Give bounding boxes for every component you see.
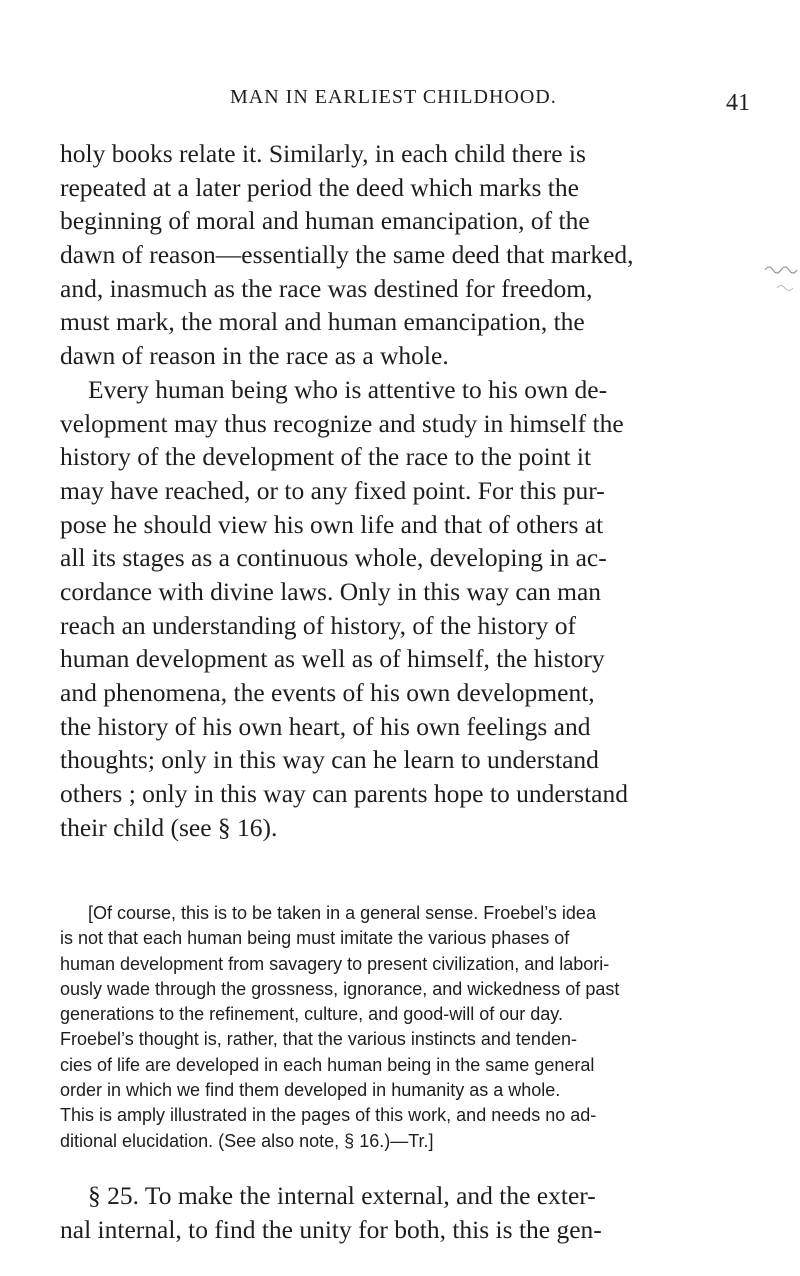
note-line: order in which we find them developed in humanity as a whole. bbox=[60, 1080, 561, 1101]
text-line: dawn of reason—essentially the same deed that marked, bbox=[60, 240, 634, 270]
note-line: cies of life are developed in each human being in the same general bbox=[60, 1054, 595, 1075]
text-line: others ; only in this way can parents hope to understand bbox=[60, 779, 628, 809]
text-line: history of the development of the race to the point it bbox=[60, 442, 592, 472]
note-line: Froebel’s thought is, rather, that the various instincts and tenden- bbox=[60, 1029, 577, 1050]
text-line: all its stages as a continuous whole, developing in ac- bbox=[60, 543, 607, 573]
note-line: ously wade through the grossness, ignorance, and wickedness of past bbox=[60, 978, 620, 999]
text-line: the history of his own heart, of his own feelings and bbox=[60, 711, 591, 741]
text-line: nal internal, to find the unity for both, this is the gen- bbox=[60, 1214, 602, 1244]
text-line: Every human being who is attentive to his own de- bbox=[88, 374, 608, 404]
translator-note bbox=[60, 901, 770, 1154]
text-line: velopment may thus recognize and study in himself the bbox=[60, 408, 624, 438]
text-line: may have reached, or to any fixed point. For this pur- bbox=[60, 475, 605, 505]
text-line: pose he should view his own life and that of others at bbox=[60, 509, 604, 539]
body-text bbox=[60, 137, 770, 844]
page-number: 41 bbox=[726, 90, 750, 116]
text-line: and phenomena, the events of his own development, bbox=[60, 678, 595, 707]
text-line: holy books relate it. Similarly, in each child there is bbox=[60, 139, 586, 168]
running-title: MAN IN EARLIEST CHILDHOOD. bbox=[230, 86, 557, 108]
note-line: ditional elucidation. (See also note, § 16.)—Tr.] bbox=[60, 1130, 434, 1151]
text-line: human development as well as of himself, the history bbox=[60, 644, 605, 674]
text-line: § 25. To make the internal external, and the exter- bbox=[88, 1181, 596, 1210]
note-line: generations to the refinement, culture, and good-will of our day. bbox=[60, 1004, 563, 1025]
note-line: [Of course, this is to be taken in a general sense. Froebel’s idea bbox=[88, 903, 596, 923]
running-head bbox=[60, 86, 750, 116]
text-line: beginning of moral and human emancipation, of the bbox=[60, 206, 590, 236]
note-line: is not that each human being must imitate the various phases of bbox=[60, 928, 570, 949]
text-line: cordance with divine laws. Only in this way can man bbox=[60, 576, 602, 606]
margin-pencil-mark bbox=[765, 240, 800, 300]
text-line: thoughts; only in this way can he learn to understand bbox=[60, 745, 599, 775]
text-line: and, inasmuch as the race was destined for freedom, bbox=[60, 273, 593, 303]
note-line: human development from savagery to present civilization, and labori- bbox=[60, 953, 610, 974]
text-line: their child (see § 16). bbox=[60, 812, 278, 842]
text-line: repeated at a later period the deed which marks the bbox=[60, 172, 579, 202]
note-line: This is amply illustrated in the pages of this work, and needs no ad- bbox=[60, 1105, 597, 1126]
text-line: dawn of reason in the race as a whole. bbox=[60, 341, 449, 371]
section-25-text bbox=[60, 1179, 770, 1246]
text-line: must mark, the moral and human emancipation, the bbox=[60, 307, 585, 337]
text-line: reach an understanding of history, of the history of bbox=[60, 610, 577, 640]
